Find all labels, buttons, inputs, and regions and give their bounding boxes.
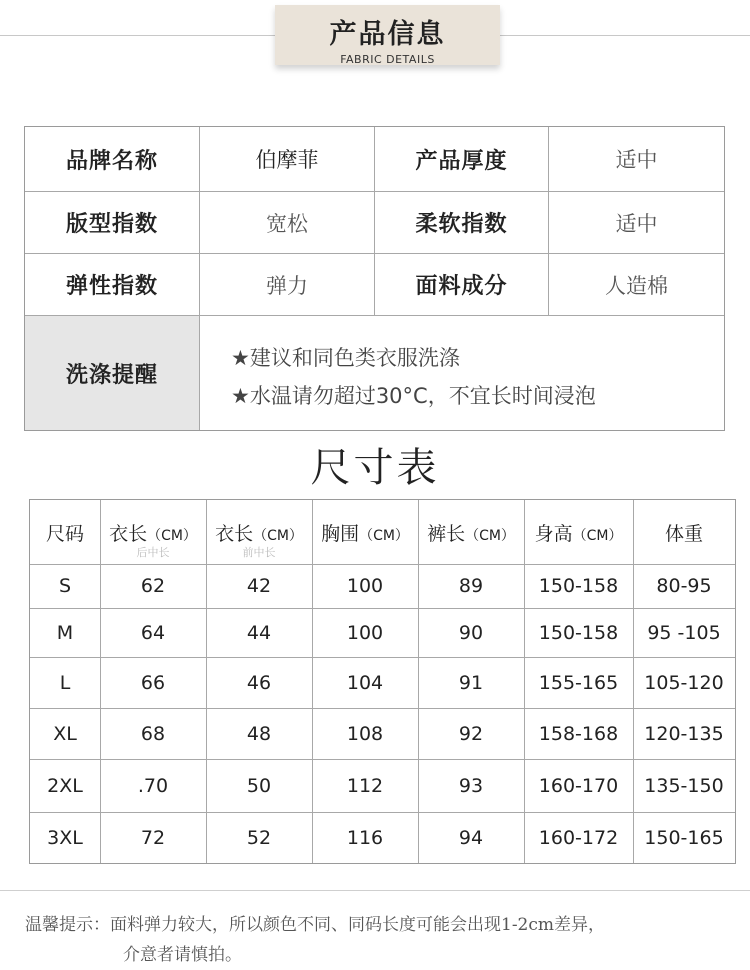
size-value-cell: 160-172 — [538, 826, 619, 849]
label-fit: 版型指数 — [65, 212, 158, 237]
header-label: 身高 — [534, 522, 573, 545]
footer-line: 温馨提示：面料弹力较大，所以颜色不同、同码长度可能会出现1-2cm差异， — [25, 915, 606, 935]
size-value-cell: 72 — [140, 826, 166, 849]
size-value-cell: 44 — [246, 621, 272, 644]
size-header-cell — [100, 500, 206, 564]
wash-notes — [231, 339, 596, 415]
size-header-cell — [633, 500, 735, 564]
header-unit: （CM） — [359, 527, 409, 544]
header-unit: （CM） — [572, 527, 623, 544]
size-value-cell: 94 — [458, 826, 484, 849]
footer-line: 介意者请慎拍。 — [123, 945, 242, 965]
size-value-cell: 91 — [458, 671, 484, 694]
label-fabric: 面料成分 — [415, 274, 508, 299]
size-value-cell: 66 — [140, 671, 166, 694]
footer-divider — [0, 890, 750, 891]
size-header-cell — [206, 500, 312, 564]
header-label: 衣长 — [109, 522, 148, 545]
size-value-cell: 116 — [346, 826, 384, 849]
size-value-cell: 105-120 — [644, 671, 724, 694]
size-value-cell: 42 — [246, 575, 272, 597]
label-wash: 洗涤提醒 — [65, 362, 158, 388]
footer-note — [25, 910, 605, 970]
header-label: 裤长 — [427, 522, 466, 545]
size-header-cell — [312, 500, 418, 564]
size-value-cell: 135-150 — [644, 774, 724, 797]
size-label-cell: L — [59, 671, 71, 694]
section-header — [275, 5, 500, 65]
label-softness: 柔软指数 — [415, 212, 508, 237]
size-value-cell: 68 — [140, 722, 166, 745]
size-value-cell: .70 — [137, 774, 169, 797]
product-info-table — [24, 126, 725, 431]
header-label: 体重 — [664, 522, 703, 545]
header-unit: （CM） — [147, 527, 197, 544]
size-header-cell — [524, 500, 633, 564]
value-softness: 适中 — [615, 211, 658, 236]
size-value-cell: 62 — [140, 575, 166, 597]
size-value-cell: 112 — [346, 774, 384, 797]
header-label: 胸围 — [321, 522, 360, 545]
size-label-cell: S — [58, 575, 72, 597]
wash-note: ★水温请勿超过30°C，不宜长时间浸泡 — [231, 384, 596, 408]
header-label: 尺码 — [45, 522, 84, 545]
size-value-cell: 108 — [346, 722, 384, 745]
size-value-cell: 150-158 — [538, 575, 619, 597]
size-value-cell: 52 — [246, 826, 272, 849]
size-value-cell: 90 — [458, 621, 484, 644]
size-label-cell: M — [56, 621, 74, 644]
size-value-cell: 92 — [458, 722, 484, 745]
header-divider-left — [0, 35, 275, 36]
header-label: 衣长 — [215, 522, 254, 545]
size-value-cell: 104 — [346, 671, 384, 694]
size-value-cell: 150-158 — [538, 621, 619, 644]
header-unit: （CM） — [253, 527, 303, 544]
section-title: 产品信息 — [329, 19, 446, 50]
size-label-cell: 2XL — [47, 774, 83, 797]
value-elasticity: 弹力 — [266, 273, 308, 298]
size-value-cell: 160-170 — [538, 774, 619, 797]
label-elasticity: 弹性指数 — [65, 274, 158, 299]
size-chart-title: 尺寸表 — [310, 445, 440, 491]
label-thickness: 产品厚度 — [415, 148, 508, 174]
section-subtitle: FABRIC DETAILS — [340, 53, 435, 66]
size-label-cell: 3XL — [47, 826, 83, 849]
size-value-cell: 46 — [246, 671, 272, 694]
size-value-cell: 155-165 — [538, 671, 619, 694]
size-value-cell: 80-95 — [656, 575, 712, 597]
size-value-cell: 100 — [346, 575, 384, 597]
header-sublabel: 后中长 — [136, 546, 170, 559]
size-value-cell: 120-135 — [644, 722, 724, 745]
size-value-cell: 100 — [346, 621, 384, 644]
label-brand: 品牌名称 — [65, 148, 158, 174]
size-label-cell: XL — [53, 722, 77, 745]
value-fabric: 人造棉 — [605, 273, 668, 298]
size-value-cell: 93 — [458, 774, 484, 797]
header-unit: （CM） — [465, 527, 515, 544]
size-value-cell: 95 -105 — [647, 621, 721, 644]
value-thickness: 适中 — [615, 148, 658, 172]
size-header-cell — [418, 500, 524, 564]
size-value-cell: 64 — [140, 621, 166, 644]
size-value-cell: 150-165 — [644, 826, 724, 849]
header-sublabel: 前中长 — [242, 546, 276, 559]
size-table — [29, 499, 736, 864]
size-value-cell: 89 — [458, 575, 484, 597]
header-divider-right — [500, 35, 750, 36]
value-brand: 伯摩菲 — [255, 148, 319, 172]
size-value-cell: 48 — [246, 722, 272, 745]
size-value-cell: 50 — [246, 774, 272, 797]
wash-note: ★建议和同色类衣服洗涤 — [231, 346, 460, 370]
size-value-cell: 158-168 — [538, 722, 619, 745]
value-fit: 宽松 — [266, 211, 308, 236]
size-header-cell — [30, 500, 100, 564]
